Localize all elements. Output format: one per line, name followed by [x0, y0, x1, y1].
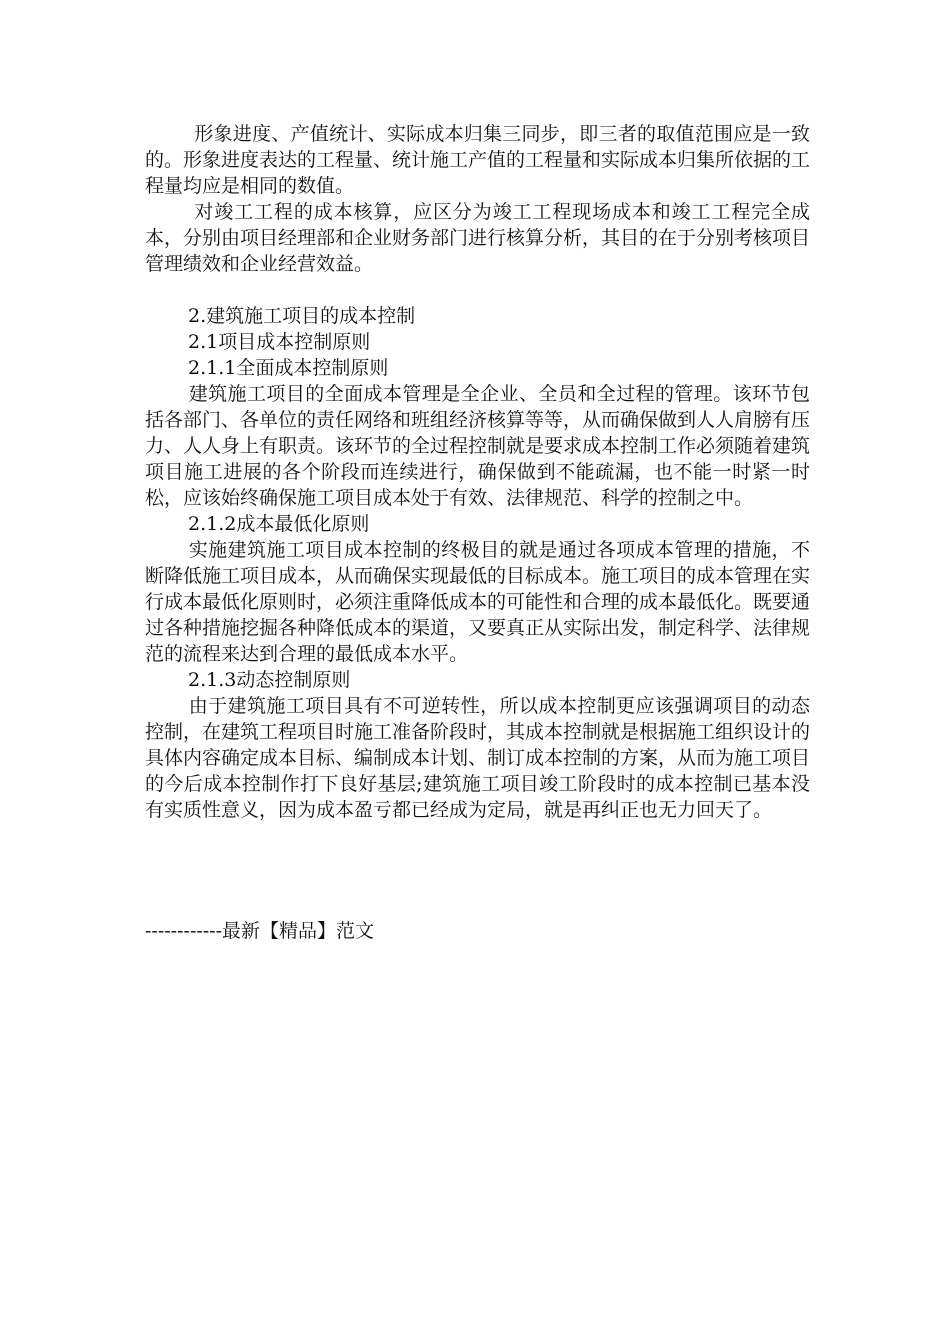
- document-body: [145, 121, 810, 823]
- heading-section-2-1-1: 2.1.1全面成本控制原则: [188, 357, 389, 379]
- paragraph-dynamic-control: 由于建筑施工项目具有不可逆转性，所以成本控制更应该强调项目的动态控制，在建筑工程项目时施工准备阶段时，其成本控制就是根据施工组织设计的具体内容确定成本目标、编制成本计划、制订成本控制的方案，从而为施工项目的今后成本控制作打下良好基层;建筑施工项目竣工阶段时的成本控制已基本没有实质性意义，因为成本盈亏都已经成为定局，就是再纠正也无力回天了。: [145, 695, 811, 821]
- paragraph-completion-cost: 对竣工工程的成本核算，应区分为竣工工程现场成本和竣工工程完全成本，分别由项目经理部和企业财务部门进行核算分析，其目的在于分别考核项目管理绩效和企业经营效益。: [145, 201, 811, 275]
- blank-line: [145, 277, 810, 303]
- paragraph-cost-minimization: 实施建筑施工项目成本控制的终极目的就是通过各项成本管理的措施，不断降低施工项目成本，从而确保实现最低的目标成本。施工项目的成本管理在实行成本最低化原则时，必须注重降低成本的可能性和合理的成本最低化。既要通过各种措施挖掘各种降低成本的渠道，又要真正从实际出发，制定科学、法律规范的流程来达到合理的最低成本水平。: [145, 539, 811, 665]
- heading-section-2-1: 2.1项目成本控制原则: [188, 331, 371, 353]
- heading-section-2: 2.建筑施工项目的成本控制: [188, 305, 416, 327]
- paragraph-comprehensive-cost: 建筑施工项目的全面成本管理是全企业、全员和全过程的管理。该环节包括各部门、各单位的责任网络和班组经济核算等等，从而确保做到人人肩膀有压力、人人身上有职责。该环节的全过程控制就是要求成本控制工作必须随着建筑项目施工进展的各个阶段而连续进行，确保做到不能疏漏，也不能一时紧一时松，应该始终确保施工项目成本处于有效、法律规范、科学的控制之中。: [145, 383, 811, 509]
- footer-note: ------------最新【精品】范文: [145, 920, 375, 942]
- heading-section-2-1-2: 2.1.2成本最低化原则: [188, 513, 370, 535]
- heading-section-2-1-3: 2.1.3动态控制原则: [188, 669, 351, 691]
- paragraph-progress-sync: 形象进度、产值统计、实际成本归集三同步，即三者的取值范围应是一致的。形象进度表达的工程量、统计施工产值的工程量和实际成本归集所依据的工程量均应是相同的数值。: [145, 123, 811, 197]
